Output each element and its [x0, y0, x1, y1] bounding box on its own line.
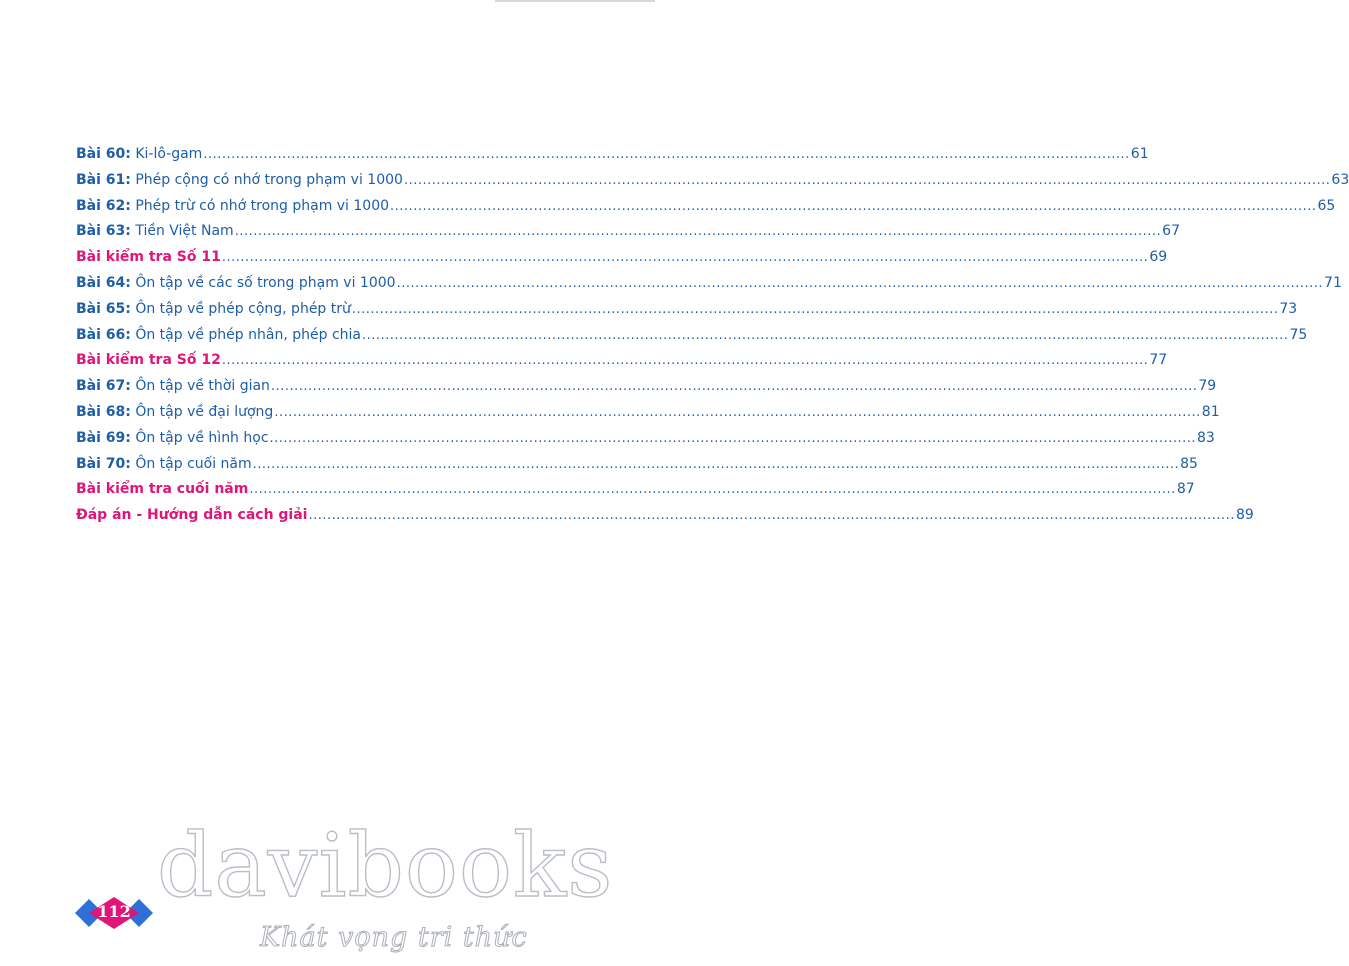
- toc-entry-title: Phép cộng có nhớ trong phạm vi 1000: [135, 171, 403, 188]
- toc-entry-label: [76, 275, 396, 291]
- toc-page-number: 81: [1201, 403, 1220, 420]
- toc-lesson-number: Bài 67:: [76, 378, 131, 395]
- toc-entry-title: Ôn tập về các số trong phạm vi 1000: [135, 274, 396, 291]
- toc-entry-title: Bài kiểm tra Số 11: [76, 249, 221, 266]
- brand-watermark: davibooks: [157, 814, 614, 917]
- toc-lesson-row: [76, 403, 1220, 430]
- toc-dot-leader: ........................................................................................................................................................................................................: [234, 224, 1162, 240]
- toc-lesson-number: Bài 65:: [76, 300, 131, 317]
- toc-entry-title: Ôn tập về phép nhân, phép chia: [135, 326, 361, 343]
- toc-page-number: 89: [1235, 507, 1254, 524]
- toc-entry-title: Ôn tập về thời gian: [135, 378, 270, 395]
- toc-page-number: 75: [1289, 326, 1308, 343]
- toc-page-number: 61: [1130, 146, 1149, 162]
- toc-dot-leader: ........................................................................................................................................................................................................: [249, 482, 1176, 498]
- toc-page-number: 65: [1317, 197, 1336, 214]
- toc-lesson-row: [76, 326, 1308, 353]
- toc-lesson-number: Bài 68:: [76, 403, 131, 420]
- toc-page-number: 79: [1198, 378, 1217, 395]
- toc-page-number: 83: [1197, 429, 1215, 446]
- toc-lesson-number: Bài 60:: [76, 146, 131, 162]
- toc-dot-leader: ........................................................................................................................................................................................................: [361, 327, 1289, 343]
- toc-lesson-row: [76, 197, 1336, 224]
- toc-entry-label: [76, 404, 273, 420]
- toc-entry-title: Bài kiểm tra Số 12: [76, 352, 221, 369]
- top-rule: [495, 0, 655, 2]
- toc-dot-leader: ........................................................................................................................................................................................................: [396, 275, 1324, 291]
- toc-test-row: [76, 481, 1195, 507]
- toc-dot-leader: ........................................................................................................................................................................................................: [203, 147, 1130, 162]
- toc-entry-label: [76, 172, 403, 188]
- toc-page-number: 73: [1279, 300, 1298, 317]
- toc-lesson-number: Bài 63:: [76, 223, 131, 240]
- toc-lesson-row: [76, 146, 1149, 172]
- toc-test-row: [76, 249, 1168, 275]
- toc-page-number: 77: [1149, 352, 1168, 369]
- toc-entry-title: Ôn tập về hình học: [135, 429, 269, 446]
- toc-lesson-row: [76, 300, 1298, 327]
- toc-page-number: 85: [1180, 455, 1198, 472]
- toc-dot-leader: ........................................................................................................................................................................................................: [274, 404, 1201, 420]
- toc-lesson-number: Bài 66:: [76, 326, 131, 343]
- toc-entry-label: [76, 456, 252, 472]
- toc-dot-leader: ........................................................................................................................................................................................................: [403, 172, 1331, 188]
- toc-entry-title: Ôn tập về đại lượng: [135, 403, 274, 420]
- toc-page-number: 71: [1324, 274, 1342, 291]
- toc-lesson-number: Bài 69:: [76, 429, 131, 446]
- toc-lesson-number: Bài 64:: [76, 274, 131, 291]
- toc-lesson-row: [76, 429, 1215, 456]
- page-number: 112: [97, 902, 131, 921]
- toc-dot-leader: ........................................................................................................................................................................................................: [221, 250, 1149, 266]
- toc-lesson-row: [76, 171, 1349, 198]
- toc-page-number: 67: [1162, 223, 1180, 240]
- toc-entry-label: [76, 301, 351, 317]
- toc-dot-leader: ........................................................................................................................................................................................................: [351, 301, 1279, 317]
- toc-entry-label: [76, 352, 221, 368]
- toc-page-number: 63: [1331, 171, 1349, 188]
- toc-lesson-number: Bài 61:: [76, 171, 131, 188]
- toc-entry-label: [76, 198, 389, 214]
- toc-lesson-row: [76, 223, 1180, 249]
- table-of-contents: [76, 146, 1349, 533]
- toc-lesson-number: Bài 70:: [76, 455, 131, 472]
- toc-entry-title: Ôn tập về phép cộng, phép trừ: [135, 300, 351, 317]
- toc-dot-leader: ........................................................................................................................................................................................................: [269, 430, 1196, 446]
- toc-dot-leader: ........................................................................................................................................................................................................: [270, 379, 1198, 395]
- toc-lesson-row: [76, 274, 1342, 301]
- toc-test-row: [76, 507, 1254, 533]
- toc-entry-label: [76, 249, 221, 265]
- toc-lesson-row: [76, 455, 1198, 482]
- toc-lesson-row: [76, 378, 1217, 404]
- toc-entry-title: Phép trừ có nhớ trong phạm vi 1000: [135, 197, 390, 214]
- toc-dot-leader: ........................................................................................................................................................................................................: [221, 353, 1149, 369]
- toc-entry-label: [76, 430, 269, 446]
- toc-entry-label: [76, 378, 270, 394]
- toc-dot-leader: ........................................................................................................................................................................................................: [308, 508, 1235, 524]
- toc-dot-leader: ........................................................................................................................................................................................................: [252, 456, 1180, 472]
- toc-test-row: [76, 352, 1168, 378]
- toc-entry-label: [76, 481, 248, 497]
- toc-page-number: 69: [1149, 249, 1168, 266]
- toc-entry-label: [76, 507, 307, 523]
- toc-dot-leader: ........................................................................................................................................................................................................: [390, 198, 1317, 214]
- toc-lesson-number: Bài 62:: [76, 197, 131, 214]
- toc-page-number: 87: [1176, 481, 1195, 498]
- toc-entry-title: Tiền Việt Nam: [135, 223, 234, 240]
- toc-entry-label: [76, 146, 202, 162]
- toc-entry-label: [76, 223, 234, 239]
- toc-entry-title: Đáp án - Hướng dẫn cách giải: [76, 507, 308, 524]
- toc-entry-label: [76, 327, 361, 343]
- brand-tagline: Khát vọng tri thức: [260, 922, 528, 953]
- toc-entry-title: Bài kiểm tra cuối năm: [76, 481, 249, 498]
- toc-entry-title: Ôn tập cuối năm: [135, 455, 252, 472]
- toc-entry-title: Ki-lô-gam: [135, 146, 203, 162]
